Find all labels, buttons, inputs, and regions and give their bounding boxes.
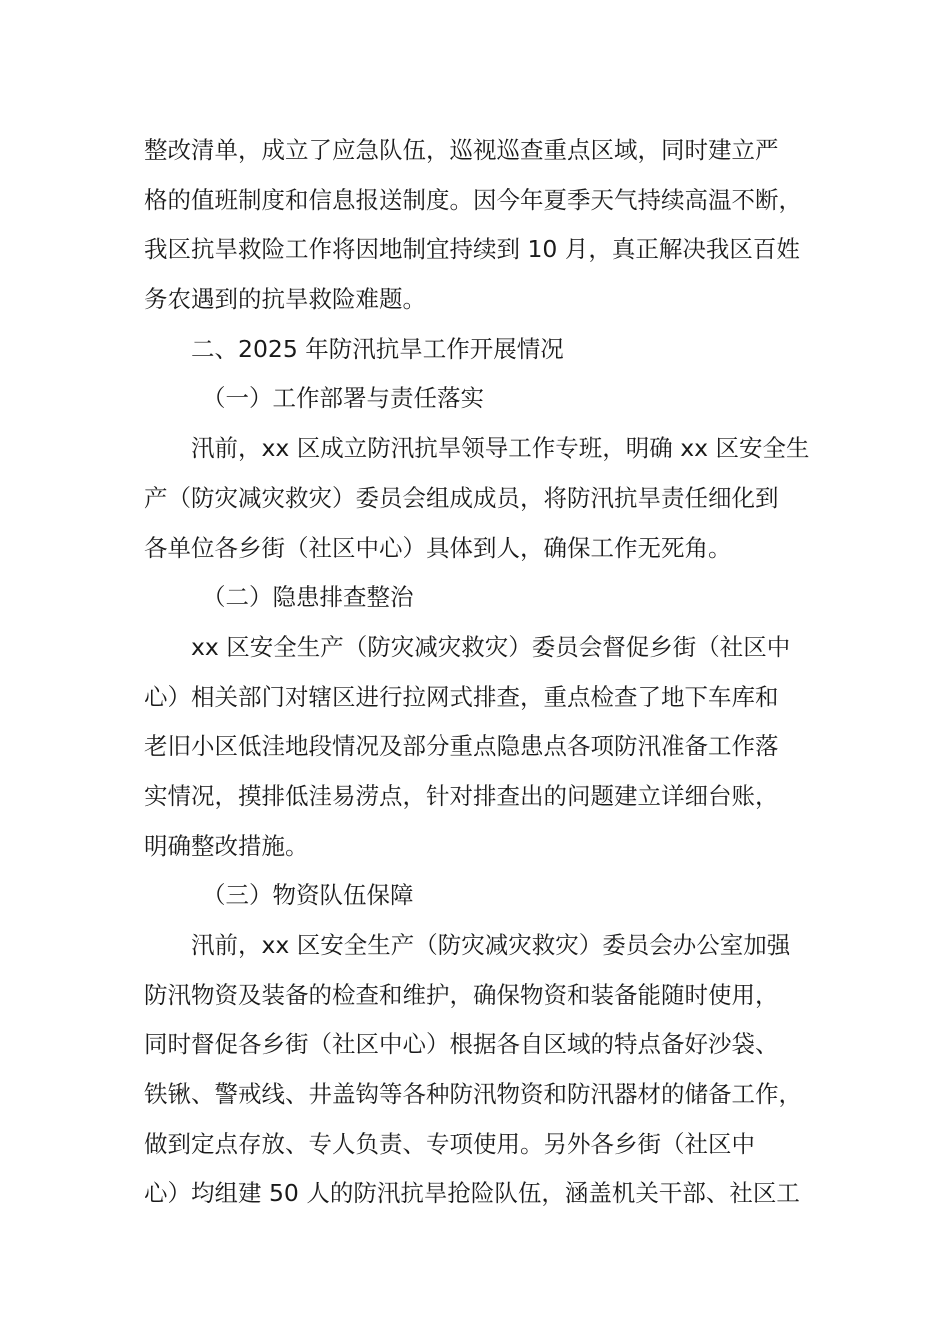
body-line-2: 格的值班制度和信息报送制度。因今年夏季天气持续高温不断， (144, 185, 802, 214)
body-line-9: 各单位各乡街（社区中心）具体到人，确保工作无死角。 (144, 533, 732, 562)
body-line-3: 我区抗旱救险工作将因地制宜持续到 10 月，真正解决我区百姓 (144, 235, 800, 264)
body-line-4: 务农遇到的抗旱救险难题。 (144, 285, 426, 314)
section-heading-2: 二、2025 年防汛抗旱工作开展情况 (191, 334, 564, 363)
document-body (144, 126, 814, 1219)
body-line-8: 产（防灾减灾救灾）委员会组成成员，将防汛抗旱责任细化到 (144, 483, 779, 512)
body-line-15: 明确整改措施。 (144, 831, 309, 860)
body-line-18: 防汛物资及装备的检查和维护，确保物资和装备能随时使用， (144, 980, 779, 1009)
body-line-1: 整改清单，成立了应急队伍，巡视巡查重点区域，同时建立严 (144, 136, 779, 164)
body-line-19: 同时督促各乡街（社区中心）根据各自区域的特点备好沙袋、 (144, 1030, 779, 1059)
body-line-22: 心）均组建 50 人的防汛抗旱抢险队伍，涵盖机关干部、社区工 (144, 1179, 800, 1208)
body-line-7: 汛前，xx 区成立防汛抗旱领导工作专班，明确 xx 区安全生 (191, 434, 810, 463)
subsection-heading-3: （三）物资队伍保障 (202, 881, 414, 910)
subsection-heading-1: （一）工作部署与责任落实 (202, 384, 484, 413)
body-line-13: 老旧小区低洼地段情况及部分重点隐患点各项防汛准备工作落 (144, 732, 779, 761)
body-line-12: 心）相关部门对辖区进行拉网式排查，重点检查了地下车库和 (144, 682, 779, 711)
body-line-20: 铁锹、警戒线、井盖钩等各种防汛物资和防汛器材的储备工作， (144, 1080, 802, 1109)
body-line-14: 实情况，摸排低洼易涝点，针对排查出的问题建立详细台账， (144, 781, 779, 810)
subsection-heading-2: （二）隐患排查整治 (202, 583, 414, 612)
body-line-17: 汛前，xx 区安全生产（防灾减灾救灾）委员会办公室加强 (191, 931, 791, 959)
body-line-21: 做到定点存放、专人负责、专项使用。另外各乡街（社区中 (144, 1129, 755, 1158)
body-line-11: xx 区安全生产（防灾减灾救灾）委员会督促乡街（社区中 (191, 632, 791, 661)
